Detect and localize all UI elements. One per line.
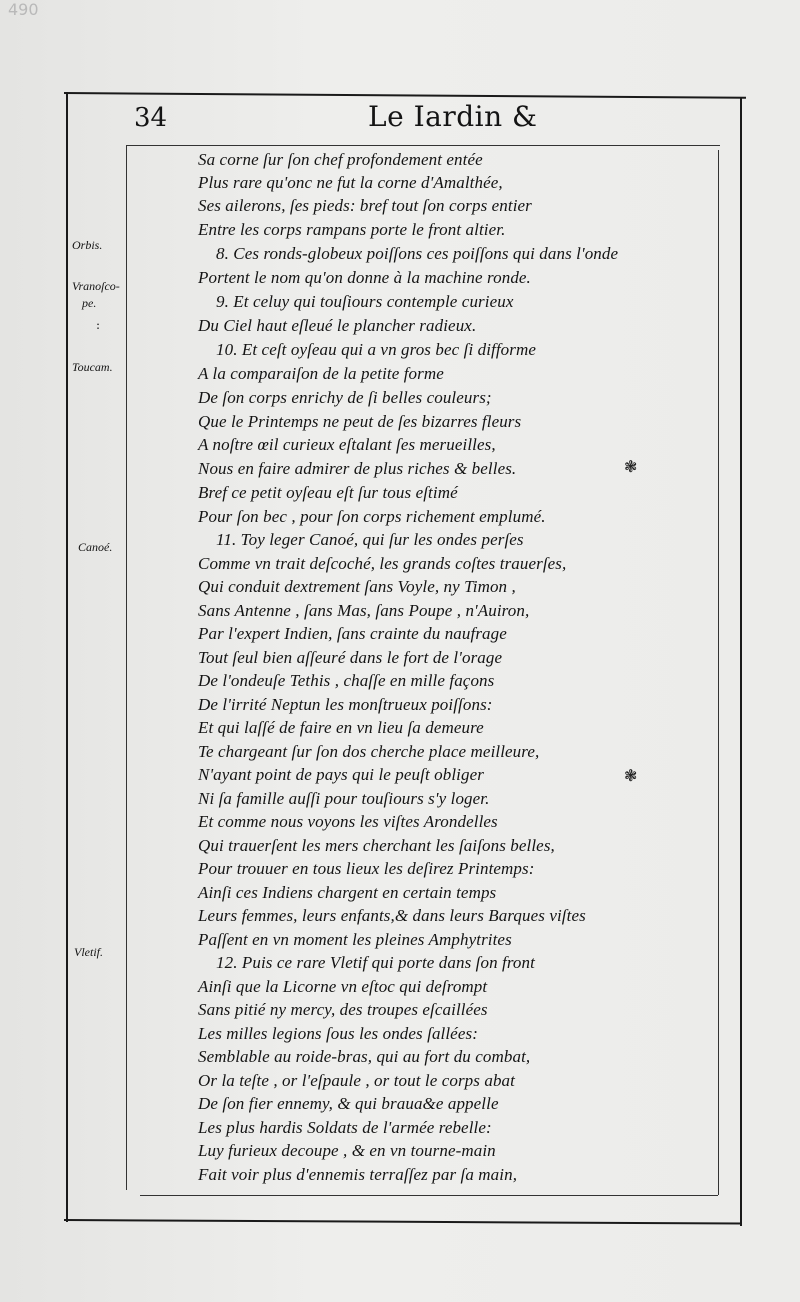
frame-left-rule [66,92,68,1222]
verse-line: A noſtre œil curieux eſtalant ſes merueilles, [198,435,496,454]
verse-line: Semblable au roide-bras, qui au fort du combat, [198,1047,531,1066]
verse-line: Que le Printemps ne peut de ſes bizarres fleurs [198,412,522,431]
text-block-bottom-rule [140,1195,718,1196]
verse-line: Tout ſeul bien aſſeuré dans le fort de l'orage [198,648,503,667]
page-number: 34 [134,103,168,133]
running-head: Le Iardin & [368,100,538,133]
margin-note-vranoscope: Vranoſco- [72,279,120,293]
verse-line: 8. Ces ronds-globeux poiſſons ces poiſſons qui dans l'onde [216,244,619,263]
margin-note-canoe: Canoé. [78,540,113,554]
verse-line: De l'ondeuſe Tethis , chaſſe en mille façons [198,671,495,690]
verse-line: Te chargeant ſur ſon dos cherche place meilleure, [198,742,540,761]
fleuron-icon: ❃ [624,457,638,476]
verse-line: Du Ciel haut eſleué le plancher radieux. [198,316,477,335]
verse-line: Sa corne ſur ſon chef profondement entée [198,150,483,169]
verse-line: Les plus hardis Soldats de l'armée rebelle: [198,1118,492,1137]
verse-line: Qui conduit dextrement ſans Voyle, ny Timon , [198,577,516,596]
verse-line: Leurs femmes, leurs enfants,& dans leurs Barques viſtes [198,906,586,925]
verse-line: Bref ce petit oyſeau eſt ſur tous eſtimé [198,483,458,502]
verse-line: Ses ailerons, ſes pieds: bref tout ſon corps entier [198,196,532,215]
verse-line: 9. Et celuy qui touſiours contemple curieux [216,292,514,311]
margin-dot: : [96,318,101,332]
frame-right-rule [740,98,742,1226]
verse-line: Fait voir plus d'ennemis terraſſez par ſa main, [198,1165,518,1184]
margin-note-vranoscope-cont: pe. [82,296,97,310]
verse-line: De ſon corps enrichy de ſi belles couleurs; [198,388,492,407]
margin-note-vletif: Vletif. [74,945,103,959]
margin-note-orbis: Orbis. [72,238,103,252]
verse-line: Sans Antenne , ſans Mas, ſans Poupe , n'Auiron, [198,601,530,620]
margin-note-toucam: Toucam. [72,360,113,374]
verse-line: Sans pitié ny mercy, des troupes eſcaillées [198,1000,488,1019]
verse-line: Qui trauerſent les mers cherchant les ſaiſons belles, [198,836,555,855]
verse-line: 12. Puis ce rare Vletif qui porte dans ſon front [216,953,535,972]
text-block-top-rule [126,145,720,146]
verse-line: Portent le nom qu'on donne à la machine ronde. [198,268,531,287]
verse-line: Paſſent en vn moment les pleines Amphytrites [198,930,512,949]
frame-top-rule [64,92,746,99]
verse-line: Par l'expert Indien, ſans crainte du naufrage [198,624,507,643]
verse-line: 10. Et ceſt oyſeau qui a vn gros bec ſi difforme [216,340,537,359]
verse-line: Et comme nous voyons les viſtes Arondelles [198,812,498,831]
verse-line: Ainſi ces Indiens chargent en certain temps [198,883,497,902]
text-block-left-rule [126,145,127,1190]
verse-line: Comme vn trait deſcoché, les grands coſtes trauerſes, [198,554,567,573]
verse-line: Les milles legions ſous les ondes ſallées: [198,1024,478,1043]
verse-line: N'ayant point de pays qui le peuſt obliger [198,765,484,784]
pencil-folio-note: 490 [8,0,39,19]
verse-line: De ſon fier ennemy, & qui braua&e appelle [198,1094,499,1113]
verse-line: 11. Toy leger Canoé, qui ſur les ondes perſes [216,530,524,549]
verse-line: Pour ſon bec , pour ſon corps richement emplumé. [198,507,546,526]
frame-bottom-rule [64,1219,742,1225]
verse-line: Ainſi que la Licorne vn eſtoc qui deſrompt [198,977,488,996]
verse-line: Plus rare qu'onc ne fut la corne d'Amalthée, [198,173,503,192]
verse-line: Pour trouuer en tous lieux les deſirez Printemps: [198,859,535,878]
verse-line: A la comparaiſon de la petite forme [198,364,444,383]
text-block-right-rule [718,150,719,1195]
verse-line: Or la teſte , or l'eſpaule , or tout le corps abat [198,1071,515,1090]
verse-line: De l'irrité Neptun les monſtrueux poiſſons: [198,695,493,714]
verse-line: Luy furieux decoupe , & en vn tourne-main [198,1141,496,1160]
verse-line: Et qui laſſé de faire en vn lieu ſa demeure [198,718,484,737]
verse-line: Entre les corps rampans porte le front altier. [198,220,506,239]
verse-line: Ni ſa famille auſſi pour touſiours s'y loger. [198,789,490,808]
fleuron-icon: ❃ [624,766,638,785]
verse-line: Nous en faire admirer de plus riches & belles. [198,459,517,478]
